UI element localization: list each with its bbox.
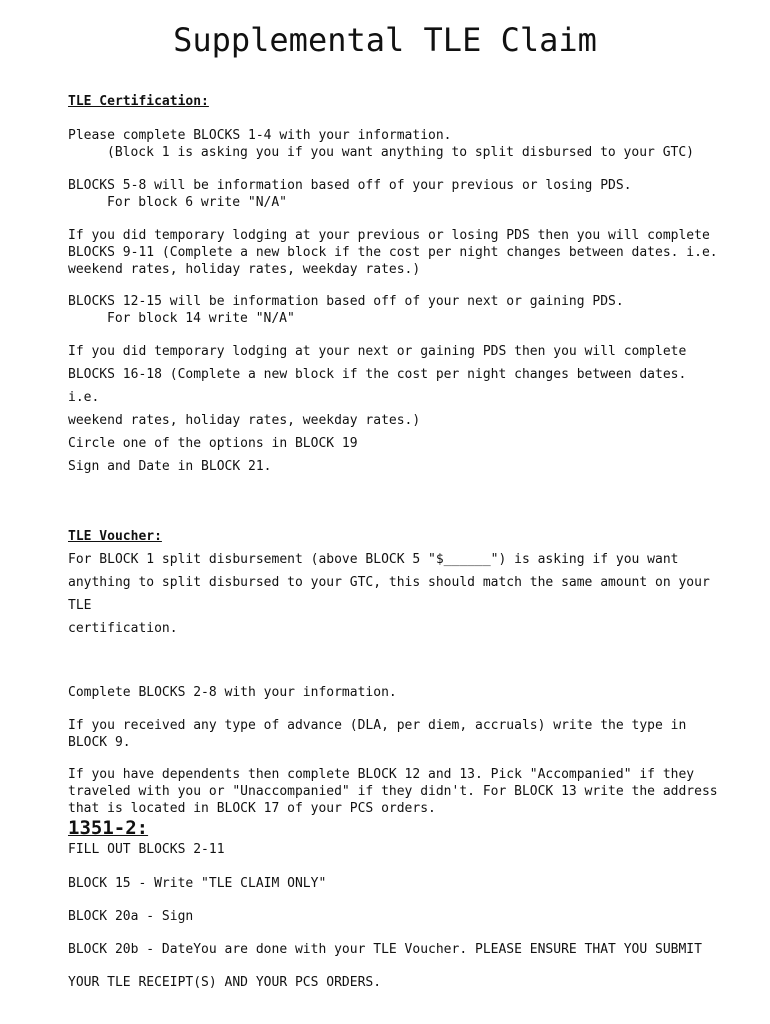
certification-text: For block 6 write "N/A" <box>107 195 288 210</box>
section-heading-certification: TLE Certification: <box>68 94 209 109</box>
section-heading-1351-2: 1351-2: <box>68 817 149 839</box>
voucher-text: BLOCK 9. <box>68 735 131 750</box>
form1351-text: BLOCK 20a - Sign <box>68 909 194 924</box>
certification-text: i.e. <box>68 390 100 405</box>
certification-text: If you did temporary lodging at your next or gaining PDS then you will complete <box>68 344 687 359</box>
certification-text: For block 14 write "N/A" <box>107 311 295 326</box>
certification-text: If you did temporary lodging at your previous or losing PDS then you will complete <box>68 228 710 243</box>
certification-text: BLOCKS 16-18 (Complete a new block if the cost per night changes between dates. <box>68 367 687 382</box>
form1351-text: BLOCK 15 - Write "TLE CLAIM ONLY" <box>68 876 327 891</box>
form1351-text: YOUR TLE RECEIPT(S) AND YOUR PCS ORDERS. <box>68 975 382 990</box>
section-heading-voucher: TLE Voucher: <box>68 529 162 544</box>
voucher-text: If you have dependents then complete BLOCK 12 and 13. Pick "Accompanied" if they <box>68 767 695 782</box>
form1351-text: BLOCK 20b - DateYou are done with your TLE Voucher. PLEASE ENSURE THAT YOU SUBMIT <box>68 942 702 957</box>
voucher-text: anything to split disbursed to your GTC, this should match the same amount on your <box>68 575 710 590</box>
certification-text: Circle one of the options in BLOCK 19 <box>68 436 358 451</box>
voucher-text: that is located in BLOCK 17 of your PCS orders. <box>68 801 436 816</box>
page-title: Supplemental TLE Claim <box>173 21 597 59</box>
voucher-text: If you received any type of advance (DLA, per diem, accruals) write the type in <box>68 718 687 733</box>
certification-text: BLOCKS 12-15 will be information based off of your next or gaining PDS. <box>68 294 624 309</box>
certification-text: BLOCKS 9-11 (Complete a new block if the cost per night changes between dates. i.e. <box>68 245 718 260</box>
certification-text: (Block 1 is asking you if you want anything to split disbursed to your GTC) <box>107 145 694 160</box>
voucher-text: traveled with you or "Unaccompanied" if they didn't. For BLOCK 13 write the address <box>68 784 718 799</box>
certification-text: BLOCKS 5-8 will be information based off of your previous or losing PDS. <box>68 178 632 193</box>
certification-text: Sign and Date in BLOCK 21. <box>68 459 272 474</box>
certification-text: weekend rates, holiday rates, weekday rates.) <box>68 413 421 428</box>
certification-text: weekend rates, holiday rates, weekday rates.) <box>68 262 421 277</box>
voucher-text: Complete BLOCKS 2-8 with your information. <box>68 685 397 700</box>
voucher-text: TLE <box>68 598 92 613</box>
voucher-text: certification. <box>68 621 178 636</box>
form1351-text: FILL OUT BLOCKS 2-11 <box>68 842 225 857</box>
certification-text: Please complete BLOCKS 1-4 with your information. <box>68 128 452 143</box>
voucher-text: For BLOCK 1 split disbursement (above BLOCK 5 "$______") is asking if you want <box>68 552 679 567</box>
